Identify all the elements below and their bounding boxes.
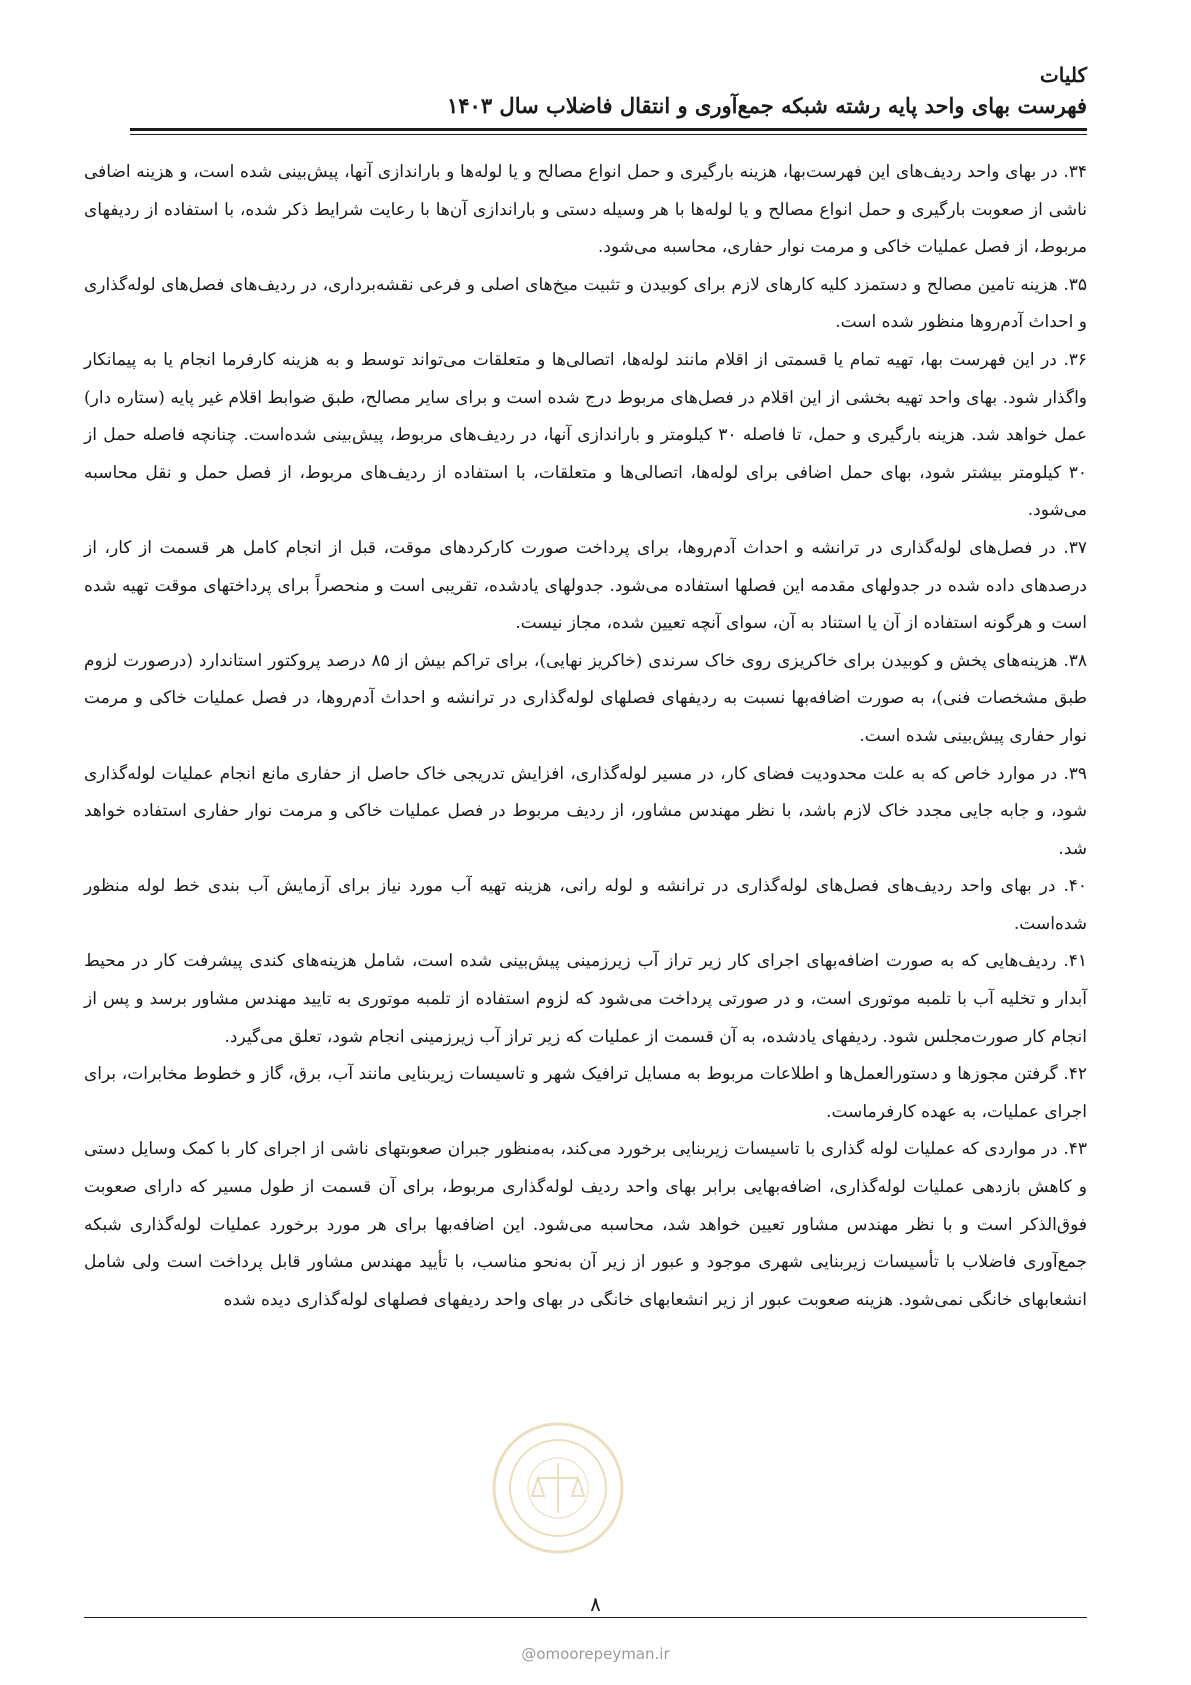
watermark-seal-icon bbox=[488, 1418, 628, 1558]
paragraph-38: ۳۸. هزینه‌های پخش و کوبیدن برای خاکریزی روی خاک سرندی (خاکریز نهایی)، برای تراکم بیش از ۸۵ درصد پروکتور استاندارد (درصورت لزوم طبق مشخصات فنی)، به صورت اضافه‌بها نسبت به ردیفهای فصلهای لوله‌گذاری در ترانشه و احداث آدم‌روها، در فصل عملیات خاکی و مرمت نوار حفاری پیش‌بینی شده است. bbox=[84, 650, 1087, 746]
watermark-url: @omoorepeyman.ir bbox=[521, 1645, 670, 1663]
paragraph-43: ۴۳. در مواردی که عملیات لوله گذاری با تاسیسات زیربنایی برخورد می‌کند، به‌منظور جبران صعوبتهای ناشی از اجرای کار با کمک وسایل دستی و کاهش بازدهی عملیات لوله‌گذاری، اضافه‌بهایی برابر بهای واحد ردیف لوله‌گذاری مربوط، برای آن قسمت از طول مسیر که دارای صعوبت فوق‌الذکر است و با نظر مهندس مشاور تعیین خواهد شد، محاسبه می‌شود. این اضافه‌بها برای هر مورد برخورد عملیات لوله‌گذاری شبکه جمع‌آوری فاضلاب با تأسیسات زیربنایی شهری موجود و عبور از زیر آن به‌نحو مناسب، با تأیید مهندس مشاور قابل پرداخت است ولی شامل انشعابهای خانگی نمی‌شود. هزینه صعوبت عبور از زیر انشعابهای خانگی در بهای واحد ردیفهای فصلهای لوله‌گذاری دیده شده bbox=[84, 1139, 1087, 1310]
paragraph-34: ۳۴. در بهای واحد ردیف‌های این فهرست‌بها، هزینه بارگیری و حمل انواع مصالح و یا لوله‌ها و باراندازی آنها، پیش‌بینی شده است، و هزینه اضافی ناشی از صعوبت بارگیری و حمل انواع مصالح و یا لوله‌ها با هر وسیله دستی و باراندازی آن‌ها با رعایت شرایط ذکر شده، با استفاده از ردیفهای مربوط، از فصل عملیات خاکی و مرمت نوار حفاری، محاسبه می‌شود. bbox=[84, 162, 1087, 258]
document-subtitle: فهرست بهای واحد پایه رشته شبکه جمع‌آوری و انتقال فاضلاب سال ۱۴۰۳ bbox=[447, 93, 1087, 118]
page-header bbox=[92, 60, 1087, 122]
footer-rule bbox=[84, 1617, 1087, 1618]
paragraph-39: ۳۹. در موارد خاص که به علت محدودیت فضای کار، در مسیر لوله‌گذاری، افزایش تدریجی خاک حاصل از حفاری مانع انجام عملیات لوله‌گذاری شود، و جابه جایی مجدد خاک لازم باشد، با نظر مهندس مشاور، از ردیف مربوط در فصل عملیات خاکی و مرمت نوار حفاری استفاده خواهد شد. bbox=[84, 763, 1087, 859]
header-rule-thin bbox=[130, 134, 1087, 135]
section-title: کلیات bbox=[1039, 63, 1087, 87]
body-text bbox=[84, 154, 1087, 1319]
paragraph-40: ۴۰. در بهای واحد ردیف‌های فصل‌های لوله‌گذاری در ترانشه و لوله رانی، هزینه تهیه آب مورد نیاز برای آزمایش آب بندی خط لوله منظور شده‌است. bbox=[84, 876, 1087, 934]
paragraph-35: ۳۵. هزینه تامین مصالح و دستمزد کلیه کارهای لازم برای کوبیدن و تثبیت میخ‌های اصلی و فرعی نقشه‌برداری، در ردیف‌های فصل‌های لوله‌گذاری و احداث آدم‌روها منظور شده است. bbox=[84, 274, 1087, 333]
paragraph-41: ۴۱. ردیف‌هایی که به صورت اضافه‌بهای اجرای کار زیر تراز آب زیرزمینی پیش‌بینی شده است، شامل هزینه‌های کندی پیشرفت کار در محیط آبدار و تخلیه آب با تلمبه موتوری است، و در صورتی پرداخت می‌شود که لزوم استفاده از تلمبه موتوری به تایید مهندس مشاور برسد و پس از انجام کار صورت‌مجلس شود. ردیفهای یادشده، به آن قسمت از عملیات که زیر تراز آب زیرزمینی انجام شود، تعلق می‌گیرد. bbox=[84, 951, 1087, 1047]
paragraph-36: ۳۶. در این فهرست بها، تهیه تمام یا قسمتی از اقلام مانند لوله‌ها، اتصالی‌ها و متعلقات می‌تواند توسط و به هزینه کارفرما انجام یا به پیمانکار واگذار شود. بهای واحد تهیه بخشی از این اقلام در فصل‌های مربوط درج شده است و برای سایر مصالح، طبق ضوابط اقلام غیر پایه (ستاره دار) عمل خواهد شد. هزینه بارگیری و حمل، تا فاصله ۳۰ کیلومتر و باراندازی آنها، در ردیف‌های مربوط، پیش‌بینی شده‌است. چنانچه فاصله حمل از ۳۰ کیلومتر بیشتر شود، بهای حمل اضافی برای لوله‌ها، اتصالی‌ها و متعلقات، با استفاده از ردیف‌های مربوط، از فصل حمل و نقل محاسبه می‌شود. bbox=[84, 349, 1087, 521]
paragraph-37: ۳۷. در فصل‌های لوله‌گذاری در ترانشه و احداث آدم‌روها، برای پرداخت صورت کارکردهای موقت، قبل از انجام کامل هر قسمت از کار، از درصدهای داده شده در جدولهای مقدمه این فصلها استفاده می‌شود. جدولهای یادشده، تقریبی است و منحصراً برای پرداختهای موقت تهیه شده است و هرگونه استفاده از آن یا استناد به آن، سوای آنچه تعیین شده، مجاز نیست. bbox=[84, 537, 1087, 634]
header-rule-thick bbox=[130, 128, 1087, 131]
paragraph-42: ۴۲. گرفتن مجوزها و دستورالعمل‌ها و اطلاعات مربوط به مسایل ترافیک شهر و تاسیسات زیربنایی مانند آب، برق، گاز و خطوط مخابرات، برای اجرای عملیات، به عهده کارفرماست. bbox=[84, 1064, 1087, 1122]
page-number: ۸ bbox=[590, 1592, 601, 1616]
